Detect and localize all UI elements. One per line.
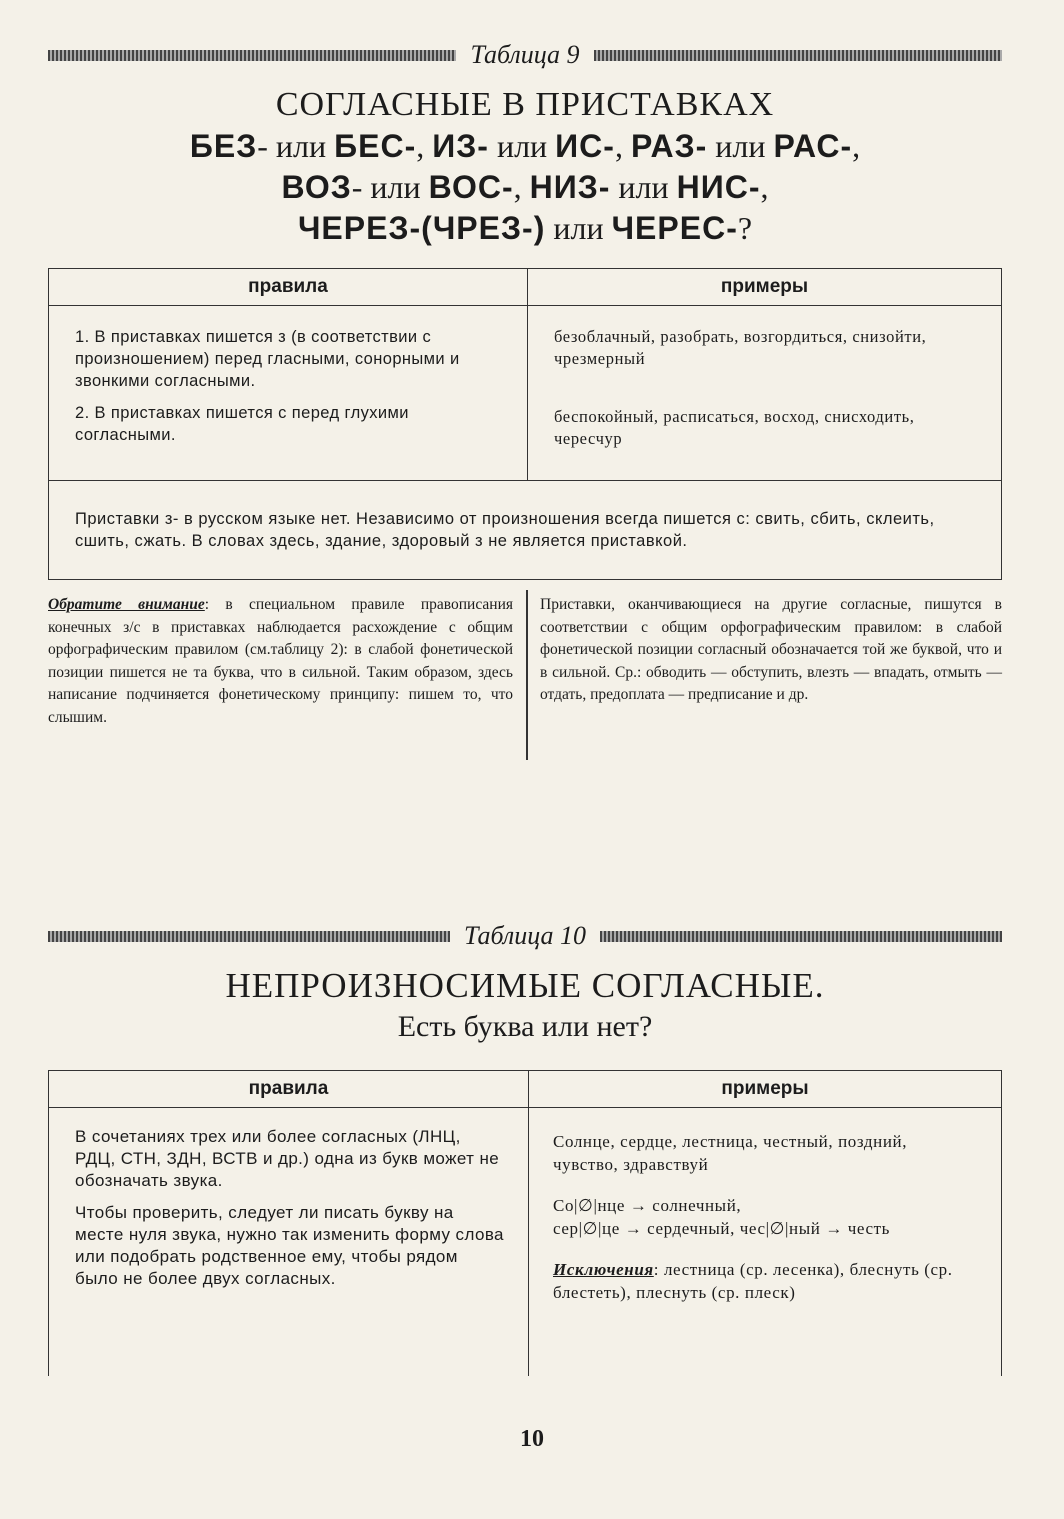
header-rules: правила <box>49 1071 529 1108</box>
table-row <box>49 306 1002 481</box>
prefix: РАС- <box>773 128 853 164</box>
header-rules: правила <box>49 269 528 306</box>
banner-bar-right <box>600 931 1002 942</box>
exceptions-note <box>553 1258 977 1304</box>
note-cell: Приставки з- в русском языке нет. Независимо от произношения всегда пишется с: свить, сбить, склеить, сшить, сжать. В словах здесь, здание, здоровый з не является приставкой. <box>49 481 1002 580</box>
rule-item: В сочетаниях трех или более согласных (ЛНЦ, РДЦ, СТН, ЗДН, ВСТВ и др.) одна из букв может не обозначать звука. <box>75 1127 500 1190</box>
table9-prefix-line-2 <box>48 167 1002 208</box>
rules-cell <box>49 306 528 481</box>
attention-label: Обратите внимание <box>48 596 205 613</box>
prefix: ИЗ- <box>432 128 489 164</box>
table10-banner <box>48 921 1002 951</box>
exceptions-label: Исключения <box>553 1260 654 1279</box>
connector: - или <box>257 128 335 164</box>
table-note-row <box>49 481 1002 580</box>
connector: или <box>545 210 612 246</box>
attention-text: : в специальном правиле правописания конечных з/с в приставках наблюдается расхождение с общим орфографическим правилом (см.таблицу 2): в слабой фонетической позиции пишется не та буква, что в сильной. Таким образом, здесь написание подчиняется фонетическому принципу: пишем то, что слышим. <box>48 596 513 726</box>
table9-label: Таблица 9 <box>470 40 580 69</box>
example-item: беспокойный, расписаться, восход, снисходить, чересчур <box>554 407 915 448</box>
table9-rules-table <box>48 268 1002 580</box>
connector: ? <box>737 210 753 246</box>
table-row <box>49 1108 1002 1377</box>
connector: , <box>760 169 769 205</box>
rule-item: 2. В приставках пишется с перед глухими согласными. <box>75 404 409 444</box>
header-examples: примеры <box>528 269 1002 306</box>
connector: , <box>614 128 631 164</box>
exceptions-text: : лестница (ср. лесенка), блеснуть (ср. блестеть), плеснуть (ср. плеск) <box>553 1260 953 1302</box>
table9-title: СОГЛАСНЫЕ В ПРИСТАВКАХ <box>275 86 775 123</box>
page-number: 10 <box>520 1426 544 1452</box>
connector: или <box>707 128 774 164</box>
prefix: БЕЗ <box>189 128 258 164</box>
column-divider <box>526 590 528 760</box>
table9-prefix-line-1 <box>48 126 1002 167</box>
example-item: Со|∅|нце → солнечный, <box>553 1196 742 1215</box>
banner-bar-left <box>48 931 450 942</box>
table9-banner <box>48 40 1002 70</box>
header-examples: примеры <box>529 1071 1002 1108</box>
banner-bar-left <box>48 50 456 61</box>
prefix: ВОЗ <box>281 169 352 205</box>
prefix: ИС- <box>555 128 615 164</box>
table10-subtitle: Есть буква или нет? <box>397 1010 653 1043</box>
table-header-row <box>49 1071 1002 1108</box>
table10-rules-table <box>48 1070 1002 1376</box>
attention-note <box>48 594 513 729</box>
prefix: ЧЕРЕС- <box>611 210 738 246</box>
connector: , <box>416 128 433 164</box>
prefix: НИЗ- <box>529 169 611 205</box>
example-item: безоблачный, разобрать, возгордиться, снизойти, чрезмерный <box>554 327 927 368</box>
rule-item: 1. В приставках пишется з (в соответствии с произношением) перед гласными, сонорными и звонкими согласными. <box>75 328 460 390</box>
prefix: ЧЕРЕЗ-(ЧРЕЗ-) <box>297 210 546 246</box>
table10-label: Таблица 10 <box>463 921 587 950</box>
other-prefixes-note: Приставки, оканчивающиеся на другие согласные, пишутся в соответствии с общим орфографическим правилом: в слабой фонетической позиции согласный обозначается той же буквой, что и в сильной. Ср.: обводить — обступить, влезть — впадать, отмыть — отдать, предоплата — предписание и др. <box>540 596 1002 703</box>
table10-title: НЕПРОИЗНОСИМЫЕ СОГЛАСНЫЕ. <box>225 966 825 1005</box>
connector: или <box>488 128 556 164</box>
examples-cell <box>528 306 1002 481</box>
rules-cell <box>49 1108 529 1377</box>
table9-prefix-line-3 <box>48 208 1002 249</box>
rule-item: Чтобы проверить, следует ли писать букву на месте нуля звука, нужно так изменить форму слова или подобрать родственное ему, чтобы рядом было не более двух согласных. <box>75 1203 504 1288</box>
examples-cell <box>529 1108 1002 1377</box>
table-header-row <box>49 269 1002 306</box>
banner-bar-right <box>594 50 1002 61</box>
example-item: сер|∅|це → сердечный, чес|∅|ный → честь <box>553 1219 891 1238</box>
connector: - или <box>351 169 429 205</box>
connector: , <box>513 169 530 205</box>
prefix: БЕС- <box>334 128 417 164</box>
prefix: РАЗ- <box>630 128 708 164</box>
connector: , <box>852 128 861 164</box>
prefix: НИС- <box>676 169 761 205</box>
example-item: Солнце, сердце, лестница, честный, поздний, чувство, здравствуй <box>553 1132 908 1174</box>
prefix: ВОС- <box>428 169 514 205</box>
connector: или <box>610 169 677 205</box>
